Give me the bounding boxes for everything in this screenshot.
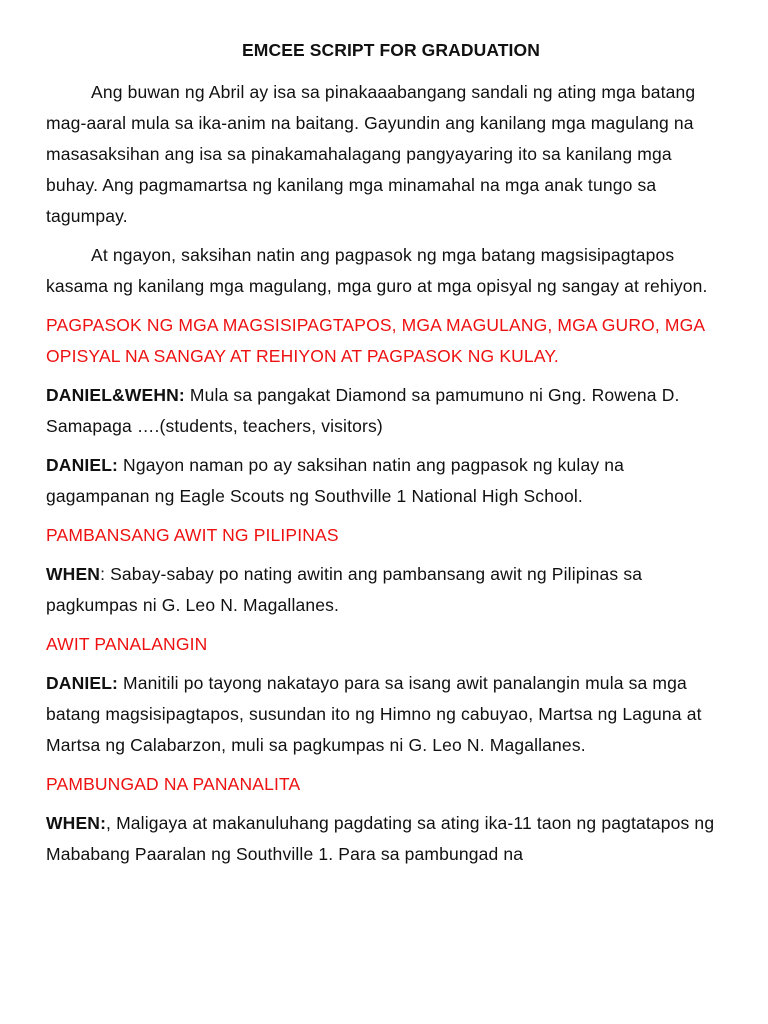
speaker-label: WHEN: bbox=[46, 813, 107, 833]
section-heading-pagpasok: PAGPASOK NG MGA MAGSISIPAGTAPOS, MGA MAGULANG, MGA GURO, MGA OPISYAL NA SANGAY AT REHIYON AT PAGPASOK NG KULAY. bbox=[46, 315, 705, 366]
document-title: EMCEE SCRIPT FOR GRADUATION bbox=[242, 40, 540, 60]
speech-when-1 bbox=[46, 559, 726, 621]
speaker-label: DANIEL: bbox=[46, 455, 119, 475]
speech-text: , Maligaya at makanuluhang pagdating sa ating ika-11 taon ng pagtatapos ng Mababang Paaralan ng Southville 1. Para sa pambungad na bbox=[46, 813, 715, 864]
section-heading-pambansang-awit: PAMBANSANG AWIT NG PILIPINAS bbox=[46, 525, 339, 545]
section-heading-awit-panalangin: AWIT PANALANGIN bbox=[46, 634, 208, 654]
speaker-label: WHEN bbox=[46, 564, 101, 584]
speech-daniel-2 bbox=[46, 668, 726, 761]
speech-daniel-1 bbox=[46, 450, 726, 512]
speech-text: : Sabay-sabay po nating awitin ang pambansang awit ng Pilipinas sa pagkumpas ni G. Leo N. Magallanes. bbox=[46, 564, 643, 615]
intro-paragraph-1: Ang buwan ng Abril ay isa sa pinakaaabangang sandali ng ating mga batang mag-aaral mula sa ika-anim na baitang. Gayundin ang kanilang mga magulang na masasaksihan ang isa sa pinakamahalagang pangyayaring ito sa kanilang mga buhay. Ang pagmamartsa ng kanilang mga minamahal na mga anak tungo sa tagumpay. bbox=[46, 82, 696, 226]
speaker-label: DANIEL&WEHN: bbox=[46, 385, 185, 405]
speech-daniel-wehn bbox=[46, 380, 726, 442]
speech-text: Manitili po tayong nakatayo para sa isang awit panalangin mula sa mga batang magsisipagtapos, susundan ito ng Himno ng cabuyao, Martsa ng Laguna at Martsa ng Calabarzon, muli sa pagkumpas ni G. Leo N. Magallanes. bbox=[46, 673, 702, 755]
speech-text: Mula sa pangakat Diamond sa pamumuno ni Gng. Rowena D. Samapaga ….(students, teachers, visitors) bbox=[46, 385, 680, 436]
speech-text: Ngayon naman po ay saksihan natin ang pagpasok ng kulay na gagampanan ng Eagle Scouts ng Southville 1 National High School. bbox=[46, 455, 625, 506]
section-heading-pambungad: PAMBUNGAD NA PANANALITA bbox=[46, 774, 301, 794]
speech-when-2 bbox=[46, 808, 726, 870]
speaker-label: DANIEL: bbox=[46, 673, 119, 693]
intro-paragraph-2: At ngayon, saksihan natin ang pagpasok ng mga batang magsisipagtapos kasama ng kanilang mga magulang, mga guro at mga opisyal ng sangay at rehiyon. bbox=[46, 245, 708, 296]
